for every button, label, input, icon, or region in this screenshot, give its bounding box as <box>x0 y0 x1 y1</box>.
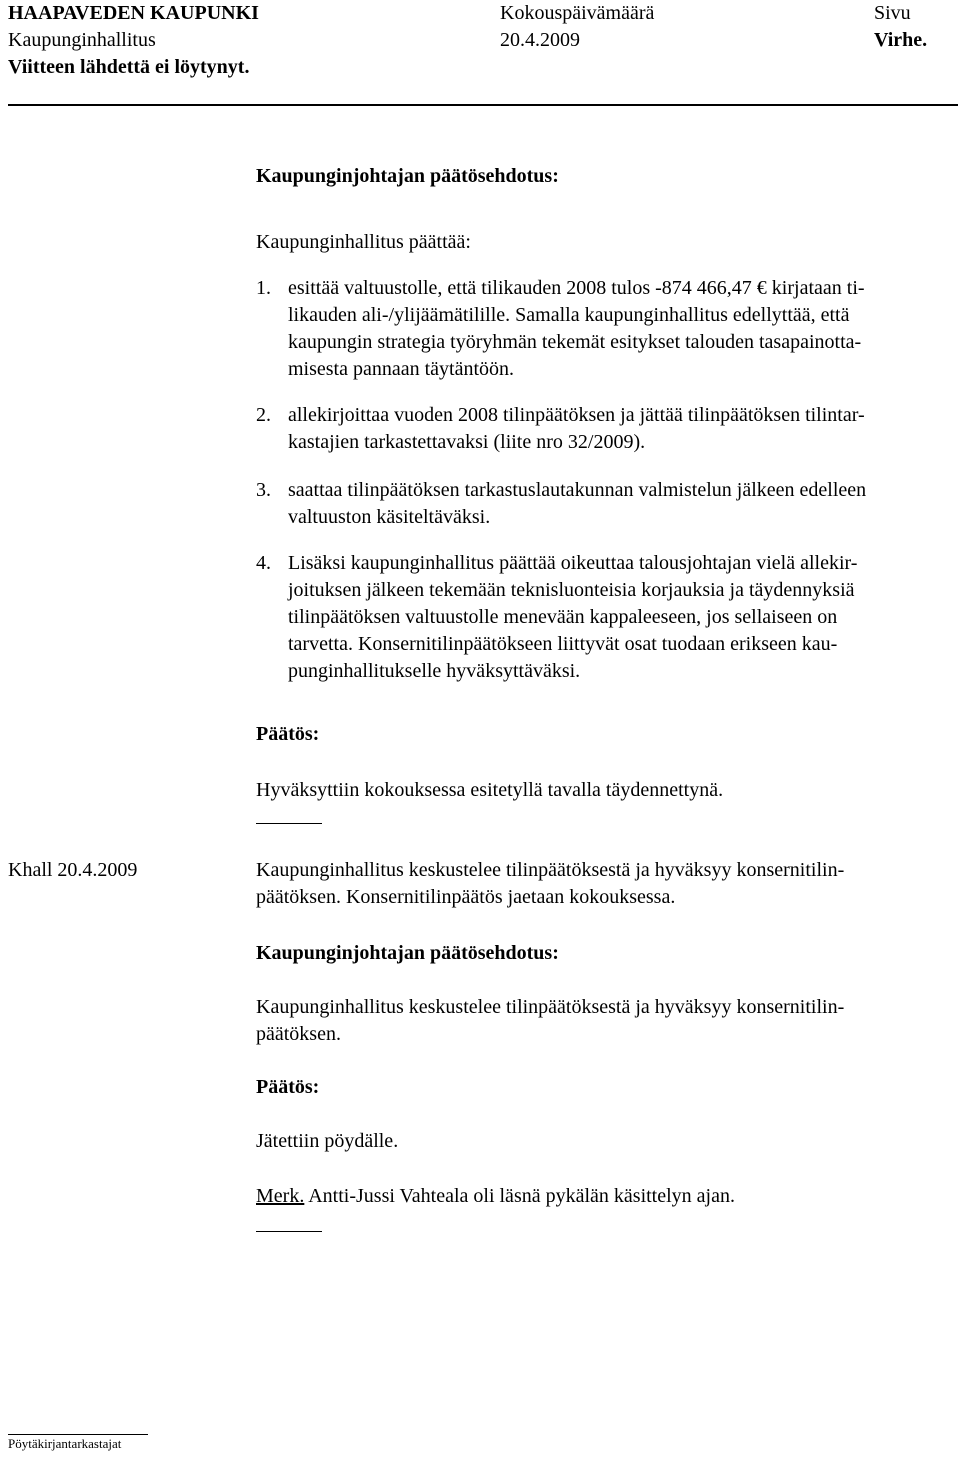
proposal-line: päätöksen. <box>256 1023 341 1045</box>
footer-rule <box>8 1434 148 1435</box>
item-number: 4. <box>256 552 271 574</box>
item-line: likauden ali-/ylijäämätilille. Samalla kaupunginhallitus edellyttää, että <box>288 304 850 326</box>
khall-line: Kaupunginhallitus keskustelee tilinpäätöksestä ja hyväksyy konsernitilin- <box>256 859 845 881</box>
item-line: kaupungin strategia työryhmän tekemät esitykset talouden tasapainotta- <box>288 331 862 353</box>
item-number: 3. <box>256 479 271 501</box>
item-line: Lisäksi kaupunginhallitus päättää oikeuttaa talousjohtajan vielä allekir- <box>288 552 858 574</box>
item-line: tarvetta. Konsernitilinpäätökseen liittyvät osat tuodaan erikseen kau- <box>288 633 838 655</box>
item-line: joituksen jälkeen tekemään teknisluonteisia korjauksia ja täydennyksiä <box>288 579 855 601</box>
khall-date-label: Khall 20.4.2009 <box>8 859 138 881</box>
meeting-date: 20.4.2009 <box>500 29 580 51</box>
page-value-error: Virhe. <box>874 29 928 51</box>
footer-label: Pöytäkirjantarkastajat <box>8 1436 122 1451</box>
item-line: esittää valtuustolle, että tilikauden 2008 tulos -874 466,47 € kirjataan ti- <box>288 277 865 299</box>
org-name: HAAPAVEDEN KAUPUNKI <box>8 2 259 24</box>
item-line: punginhallitukselle hyväksyttäväksi. <box>288 660 581 682</box>
header-divider <box>8 104 958 106</box>
item-line: misesta pannaan täytäntöön. <box>288 358 515 380</box>
decision-text: Hyväksyttiin kokouksessa esitetyllä tavalla täydennettynä. <box>256 779 724 801</box>
item-line: saattaa tilinpäätöksen tarkastuslautakunnan valmistelun jälkeen edelleen <box>288 479 867 501</box>
decision-label: Päätös: <box>256 1076 320 1098</box>
decision-text: Jätettiin pöydälle. <box>256 1130 399 1152</box>
item-line: valtuuston käsiteltäväksi. <box>288 506 491 528</box>
decision-label: Päätös: <box>256 723 320 745</box>
note <box>256 1183 735 1210</box>
item-line: allekirjoittaa vuoden 2008 tilinpäätöksen ja jättää tilinpäätöksen tilintar- <box>288 404 865 426</box>
section-end-rule <box>256 1231 322 1232</box>
note-text: Antti-Jussi Vahteala oli läsnä pykälän käsittelyn ajan. <box>304 1185 735 1207</box>
item-number: 2. <box>256 404 271 426</box>
body-name: Kaupunginhallitus <box>8 29 156 51</box>
meeting-date-label: Kokouspäivämäärä <box>500 2 655 24</box>
item-number: 1. <box>256 277 271 299</box>
page-label: Sivu <box>874 2 911 24</box>
item-line: tilinpäätöksen valtuustolle menevään kappaleeseen, jos sellaiseen on <box>288 606 838 628</box>
khall-line: päätöksen. Konsernitilinpäätös jaetaan kokouksessa. <box>256 886 676 908</box>
note-label: Merk. <box>256 1185 305 1207</box>
proposal-heading: Kaupunginjohtajan päätösehdotus: <box>256 942 559 964</box>
proposal-heading: Kaupunginjohtajan päätösehdotus: <box>256 165 559 187</box>
item-line: kastajien tarkastettavaksi (liite nro 32/2009). <box>288 431 646 453</box>
reference-error: Viitteen lähdettä ei löytynyt. <box>8 56 250 78</box>
section-end-rule <box>256 823 322 824</box>
proposal-line: Kaupunginhallitus keskustelee tilinpäätöksestä ja hyväksyy konsernitilin- <box>256 996 845 1018</box>
proposal-intro: Kaupunginhallitus päättää: <box>256 231 471 253</box>
